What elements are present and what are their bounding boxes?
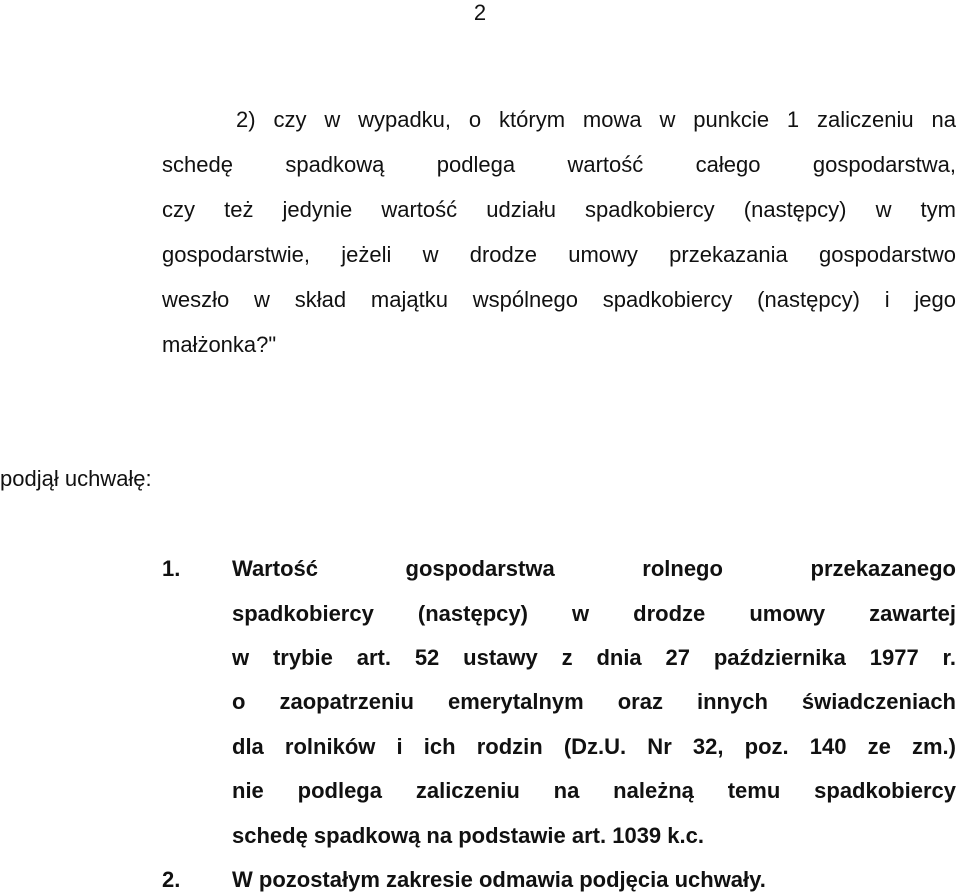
question-line: schedę spadkową podlega wartość całego gospodarstwa, bbox=[162, 152, 956, 177]
resolution-intro: podjął uchwałę: bbox=[0, 466, 152, 491]
item-line: o zaopatrzeniu emerytalnym oraz innych świadczeniach bbox=[232, 689, 956, 714]
item-line: W pozostałym zakresie odmawia podjęcia uchwały. bbox=[232, 867, 766, 892]
question-line: małżonka?" bbox=[162, 332, 277, 357]
question-line: weszło w skład majątku wspólnego spadkobiercy (następcy) i jego bbox=[162, 287, 956, 312]
item-line: w trybie art. 52 ustawy z dnia 27 października 1977 r. bbox=[232, 645, 956, 670]
question-line: czy też jedynie wartość udziału spadkobiercy (następcy) w tym bbox=[162, 197, 956, 222]
page-number: 2 bbox=[473, 0, 487, 25]
question-line: gospodarstwie, jeżeli w drodze umowy przekazania gospodarstwo bbox=[162, 242, 956, 267]
item-line: dla rolników i ich rodzin (Dz.U. Nr 32, poz. 140 ze zm.) bbox=[232, 734, 956, 759]
item-number: 1. bbox=[162, 556, 181, 581]
item-line: schedę spadkową na podstawie art. 1039 k.c. bbox=[232, 823, 704, 848]
question-line: 2) czy w wypadku, o którym mowa w punkcie 1 zaliczeniu na bbox=[236, 107, 956, 132]
item-line: spadkobiercy (następcy) w drodze umowy zawartej bbox=[232, 601, 956, 626]
item-number: 2. bbox=[162, 867, 181, 892]
item-line: nie podlega zaliczeniu na należną temu spadkobiercy bbox=[232, 778, 956, 803]
item-line: Wartość gospodarstwa rolnego przekazanego bbox=[232, 556, 956, 581]
